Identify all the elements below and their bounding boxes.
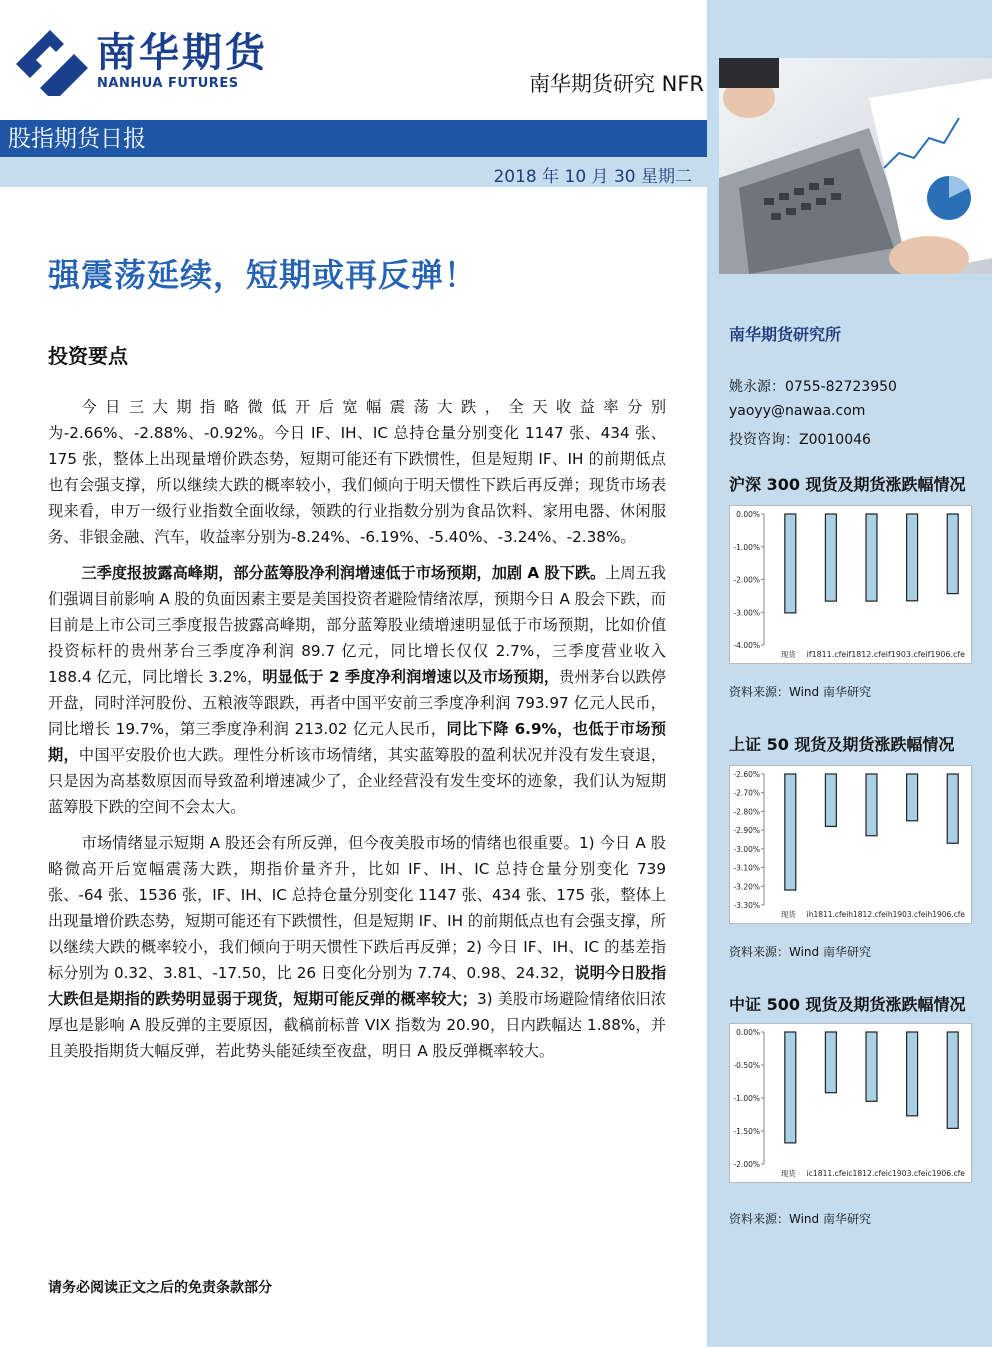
- article-headline: 强震荡延续，短期或再反弹！: [48, 256, 478, 294]
- y-tick-label: -4.00%: [733, 641, 760, 650]
- brand-name-cn: 南华期货: [96, 30, 268, 76]
- y-tick-label: -3.10%: [733, 863, 760, 873]
- y-tick-label: -1.00%: [733, 1094, 760, 1103]
- y-tick-label: -2.60%: [733, 770, 760, 779]
- bar-2: [866, 774, 877, 836]
- y-tick-label: -2.90%: [733, 826, 760, 836]
- y-tick-label: 0.00%: [736, 510, 760, 519]
- chart-title-sz50: 上证 50 现货及期货涨跌幅情况: [729, 735, 955, 754]
- bar-1: [825, 774, 836, 826]
- bar-3: [907, 1032, 918, 1116]
- y-tick-label: 0.00%: [736, 1028, 760, 1037]
- disclaimer-footer: 请务必阅读正文之后的免责条款部分: [48, 1280, 272, 1296]
- paragraph-2-emphasis-1: 明显低于 2 季度净利润增速以及市场预期，: [262, 668, 560, 686]
- report-date: 2018 年 10 月 30 星期二: [493, 167, 692, 187]
- paragraph-2-text-a: 上周五我们强调目前影响 A 股的负面因素主要是美国投资者避险情绪浓厚，预期今日 A 股会下跌，而目前是上市公司三季度报告披露高峰期，部分蓝筹股业绩增速明显低于市场预期，比如价值投资标杆的贵州茅台三季度净利润 89.7 亿元，同比增长仅仅 2.7%，三季度营业收入 188.4 亿元，同比增长 3.2%，: [48, 564, 666, 686]
- x-tick-labels-futures: if1811.cfeif1812.cfeif1903.cfeif1906.cfe: [806, 650, 966, 659]
- y-tick-label: -3.20%: [733, 882, 760, 892]
- bar-4: [947, 1032, 958, 1128]
- bar-2: [866, 1032, 877, 1101]
- y-tick-label: -1.00%: [733, 542, 760, 552]
- x-tick-label-0: 现货: [780, 1169, 796, 1178]
- y-tick-label: -1.50%: [733, 1127, 760, 1136]
- x-tick-labels-futures: ic1811.cfeic1812.cfeic1903.cfeic1906.cfe: [806, 1169, 966, 1178]
- bar-0: [785, 514, 796, 613]
- paragraph-2-text-b: 贵州茅台以跌停开盘，同时洋河股份、五粮液等跟跌，再者中国平安前三季度净利润 793.97 亿元人民币，同比增长 19.7%，第三季度净利润 213.02 亿元人民币，: [48, 668, 666, 738]
- x-tick-label-0: 现货: [780, 650, 796, 659]
- y-tick-label: -0.50%: [733, 1061, 760, 1070]
- chart-source-zz500: 资料来源：Wind 南华研究: [729, 1212, 871, 1226]
- paragraph-1-text: 今日三大期指略微低开后宽幅震荡大跌，全天收益率分别为-2.66%、-2.88%、-0.92%。今日 IF、IH、IC 总持仓量分别变化 1147 张、434 张、175 张，整体上出现量增价跌态势，短期可能还有下跌惯性，但是短期 IF、IH 的前期低点也有会强支撑，所以继续大跌的概率较小，我们倾向于明天惯性下跌后再反弹；现货市场表现来看，申万一级行业指数全面收绿，领跌的行业指数分别为食品饮料、家用电器、休闲服务、非银金融、汽车，收益率分别为-8.24%、-6.19%、-5.40%、-3.24%、-2.38%。: [48, 398, 666, 546]
- analyst-email[interactable]: yaoyy@nawaa.com: [729, 403, 866, 419]
- y-tick-label: -3.00%: [733, 608, 760, 618]
- chart-source-sz50: 资料来源：Wind 南华研究: [729, 945, 871, 959]
- analyst-phone: 姚永源：0755-82723950: [729, 379, 897, 395]
- analyst-license: 投资咨询：Z0010046: [729, 432, 871, 448]
- chart-sz50: [729, 765, 972, 924]
- chart-zz500-svg: [730, 1024, 971, 1182]
- x-tick-labels-futures: ih1811.cfeih1812.cfeih1903.cfeih1906.cfe: [806, 910, 966, 919]
- brand-name-en: NANHUA FUTURES: [97, 76, 239, 91]
- x-tick-label-0: 现货: [780, 910, 796, 919]
- bar-3: [907, 774, 918, 821]
- nanhua-logo-icon: [16, 30, 88, 96]
- paragraph-3-emphasis: 说明今日股指大跌但是期指的跌势明显弱于现货，短期可能反弹的概率较大；: [48, 964, 667, 1008]
- paragraph-1: [48, 394, 666, 550]
- chart-title-zz500: 中证 500 现货及期货涨跌幅情况: [729, 995, 966, 1014]
- chart-sz50-svg: [730, 766, 971, 923]
- paragraph-2-emphasis-2: 同比下降 6.9%，也低于市场预期，: [48, 720, 666, 764]
- bar-4: [947, 774, 958, 843]
- chart-zz500: [729, 1023, 972, 1183]
- y-tick-label: -3.00%: [733, 844, 760, 854]
- paragraph-2: [48, 560, 666, 820]
- bar-4: [947, 514, 958, 594]
- bar-1: [825, 514, 836, 601]
- y-tick-label: -3.30%: [733, 901, 760, 910]
- article-body: [48, 394, 666, 1074]
- laptop-photo-image: [719, 58, 992, 274]
- chart-source-hs300: 资料来源：Wind 南华研究: [729, 685, 871, 699]
- bar-3: [907, 514, 918, 601]
- bar-0: [785, 774, 796, 890]
- bar-0: [785, 1032, 796, 1143]
- chart-title-hs300: 沪深 300 现货及期货涨跌幅情况: [729, 475, 966, 494]
- chart-hs300: [729, 505, 972, 664]
- y-tick-label: -2.80%: [733, 807, 760, 817]
- paragraph-3-text-b: 3) 美股市场避险情绪依旧浓厚也是影响 A 股反弹的主要原因，截稿前标普 VIX 指数为 20.90，日内跌幅达 1.88%，并且美股指期货大幅反弹，若此势头能延续至夜盘，明日 A 股反弹概率较大。: [48, 990, 667, 1060]
- y-tick-label: -2.70%: [733, 788, 760, 798]
- y-tick-label: -2.00%: [733, 1160, 760, 1169]
- paragraph-3-text-a: 市场情绪显示短期 A 股还会有所反弹，但今夜美股市场的情绪也很重要。1) 今日 A 股略微高开后宽幅震荡大跌，期指价量齐升，比如 IF、IH、IC 总持仓量分别变化 739 张、-64 张、1536 张，IF、IH、IC 总持仓量分别变化 1147 张、434 张、175 张，整体上出现量增价跌态势，短期可能还有下跌惯性，但是短期 IF、IH 的前期低点也有会强支撑，所以继续大跌的概率较小，我们倾向于明天惯性下跌后再反弹；2) 今日 IF、IH、IC 的基差指标分别为 0.32、3.81、-17.50，比 26 日变化分别为 7.74、0.98、24.32，: [48, 834, 666, 982]
- paragraph-2-lead: 三季度报披露高峰期，部分蓝筹股净利润增速低于市场预期，加剧 A 股下跌。: [81, 564, 606, 582]
- paragraph-2-text-c: 中国平安股价也大跌。理性分析该市场情绪，其实蓝筹股的盈利状况并没有发生衰退，只是因为高基数原因而导致盈利增速减少了，企业经营没有发生变坏的迹象，我们认为短期蓝筹股下跌的空间不会太大。: [48, 746, 667, 816]
- research-title: 南华期货研究 NFR: [528, 72, 704, 96]
- research-institute: 南华期货研究所: [729, 325, 842, 344]
- bar-2: [866, 514, 877, 601]
- y-tick-label: -2.00%: [733, 575, 760, 585]
- chart-hs300-svg: [730, 506, 971, 663]
- bar-1: [825, 1032, 836, 1093]
- section-heading: 投资要点: [48, 344, 128, 368]
- paragraph-3: [48, 830, 666, 1064]
- report-name: 股指期货日报: [8, 126, 146, 152]
